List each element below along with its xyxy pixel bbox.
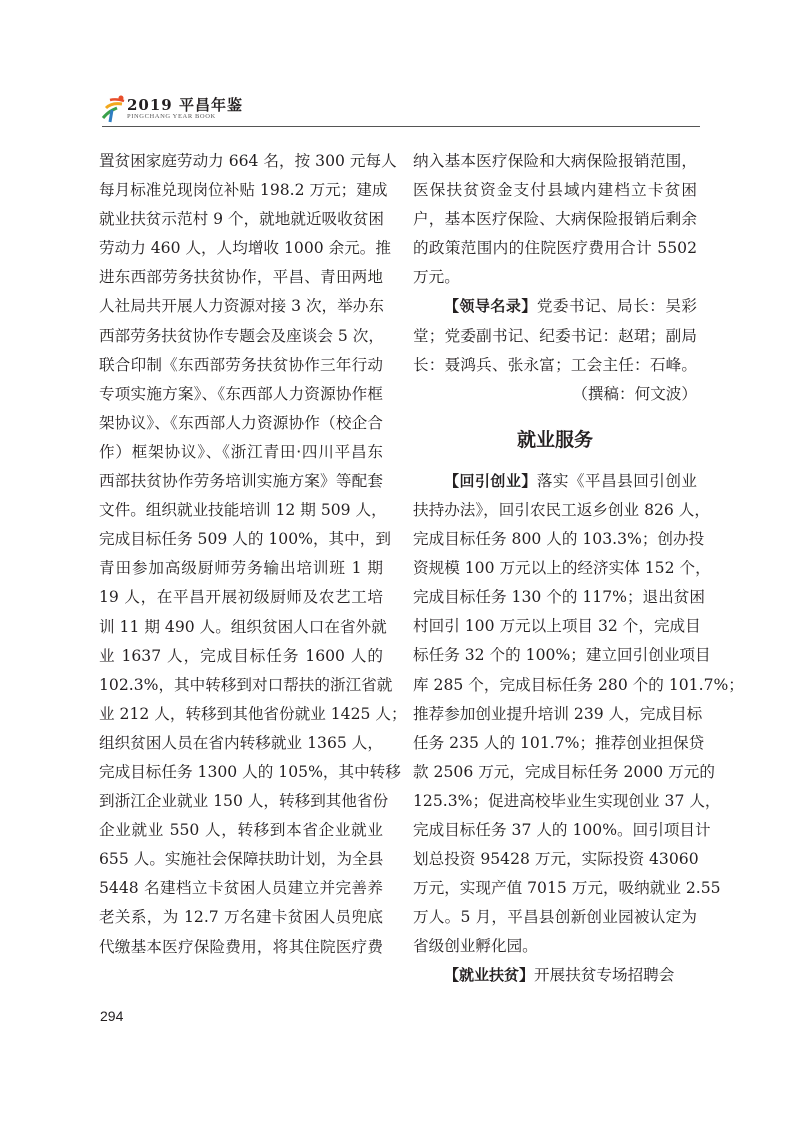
text-line: 进东西部劳务扶贫协作，平昌、青田两地	[99, 268, 383, 287]
text-line: 推荐参加创业提升培训 239 人，完成目标	[413, 704, 703, 723]
text-line: 5448 名建档立卡贫困人员建立并完善养	[99, 879, 383, 898]
yearbook-title: 2019 平昌年鉴	[127, 96, 243, 114]
return-entrepreneurship-paragraph	[413, 467, 744, 962]
yearbook-logo-icon	[100, 94, 126, 124]
text-line: 655 人。实施社会保障扶助计划，为全县	[99, 850, 384, 869]
text-line: 业 212 人，转移到其他省份就业 1425 人；	[99, 704, 407, 723]
byline: （撰稿：何文波）	[572, 384, 697, 403]
text-line: 的政策范围内的住院医疗费用合计 5502	[413, 239, 697, 258]
text-line: 代缴基本医疗保险费用，将其住院医疗费	[99, 937, 383, 956]
text-line: 任务 235 人的 101.7%；推荐创业担保贷	[413, 733, 705, 752]
text-line: 完成目标任务 509 人的 100%，其中，到	[99, 530, 391, 549]
text-line: 置贫困家庭劳动力 664 名，按 300 元每人	[99, 152, 397, 170]
page-header	[100, 92, 700, 128]
text-line: 到浙江企业就业 150 人，转移到其他省份	[99, 792, 389, 811]
text-line	[413, 467, 697, 496]
text-line: 长：聂鸿兵、张永富；工会主任：石峰。	[413, 355, 697, 374]
text-line: 西部劳务扶贫协作专题会及座谈会 5 次，	[99, 326, 384, 345]
text-line: 万人。5 月，平昌县创新创业园被认定为	[413, 908, 697, 927]
text-line: 人社局共开展人力资源对接 3 次，举办东	[99, 297, 384, 316]
text-line: 联合印制《东西部劳务扶贫协作三年行动	[99, 355, 383, 374]
text-line: 作）框架协议》、《浙江青田·四川平昌东	[99, 442, 383, 461]
text-line: 资规模 100 万元以上的经济实体 152 个，	[413, 559, 711, 578]
text-line: 纳入基本医疗保险和大病保险报销范围，	[413, 152, 697, 170]
text-span: 开展扶贫专场招聘会	[534, 966, 675, 985]
text-line: 就业扶贫示范村 9 个，就地就近吸收贫困	[99, 210, 384, 229]
header-divider	[102, 126, 700, 127]
text-line: 完成目标任务 37 人的 100%。回引项目计	[413, 820, 711, 839]
text-line: 完成目标任务 130 个的 117%；退出贫困	[413, 588, 705, 607]
left-column	[99, 147, 407, 962]
text-line: 户，基本医疗保险、大病保险报销后剩余	[413, 210, 697, 229]
leaders-paragraph	[413, 292, 697, 408]
text-line: 标任务 32 个的 100%；建立回引创业项目	[413, 646, 711, 665]
text-line: 青田参加高级厨师劳务输出培训班 1 期	[99, 559, 383, 578]
text-line: 老关系，为 12.7 万名建卡贫困人员兜底	[99, 908, 383, 927]
text-line: 医保扶贫资金支付县域内建档立卡贫困	[413, 181, 697, 200]
text-line: 125.3%；促进高校毕业生实现创业 37 人，	[413, 791, 721, 810]
yearbook-subtitle: PINGCHANG YEAR BOOK	[127, 113, 216, 120]
text-line	[413, 292, 697, 321]
text-line: 组织贫困人员在省内转移就业 1365 人，	[99, 733, 383, 752]
text-line: 102.3%，其中转移到对口帮扶的浙江省就	[99, 675, 393, 694]
text-line: 企业就业 550 人，转移到本省企业就业	[99, 821, 383, 840]
text-line: 扶持办法》，回引农民工返乡创业 826 人，	[413, 500, 710, 519]
text-line: 文件。组织就业技能培训 12 期 509 人，	[99, 501, 387, 520]
text-span: 落实《平昌县回引创业	[536, 471, 697, 490]
text-line: 专项实施方案》、《东西部人力资源协作框	[99, 384, 383, 403]
right-column	[413, 147, 744, 991]
text-line: 省级创业孵化园。	[413, 937, 538, 956]
leaders-label: 【领导名录】	[444, 297, 537, 316]
text-line: 堂；党委副书记、纪委书记：赵珺；副局	[413, 326, 697, 345]
return-label: 【回引创业】	[444, 471, 537, 490]
text-line: 完成目标任务 800 人的 103.3%；创办投	[413, 530, 705, 549]
text-span: 党委书记、局长：吴彩	[536, 297, 697, 316]
text-line: 劳动力 460 人，人均增收 1000 余元。推	[99, 239, 391, 258]
text-line: 库 285 个，完成目标任务 280 个的 101.7%；	[413, 675, 744, 694]
text-line: 完成目标任务 1300 人的 105%，其中转移	[99, 762, 401, 781]
text-line: 万元，实现产值 7015 万元，吸纳就业 2.55	[413, 879, 721, 898]
text-line: 村回引 100 万元以上项目 32 个，完成目	[413, 617, 701, 636]
text-line: 19 人，在平昌开展初级厨师及农艺工培	[99, 588, 383, 607]
text-line: 训 11 期 490 人。组织贫困人口在省外就	[99, 617, 387, 636]
text-line: 万元。	[413, 268, 460, 287]
page-number: 294	[100, 1008, 124, 1024]
text-line: 划总投资 95428 万元，实际投资 43060	[413, 850, 699, 869]
text-line: 西部扶贫协作劳务培训实施方案》等配套	[99, 472, 383, 491]
text-line: 业 1637 人，完成目标任务 1600 人的	[99, 646, 383, 665]
text-line: 款 2506 万元，完成目标任务 2000 万元的	[413, 762, 715, 781]
text-line: 架协议》、《东西部人力资源协作（校企合	[99, 413, 383, 432]
section-heading: 就业服务	[516, 428, 593, 451]
poverty-label: 【就业扶贫】	[444, 966, 535, 985]
text-line	[413, 961, 697, 990]
text-line: 每月标准兑现岗位补贴 198.2 万元；建成	[99, 181, 388, 200]
medical-insurance-paragraph	[413, 147, 697, 292]
